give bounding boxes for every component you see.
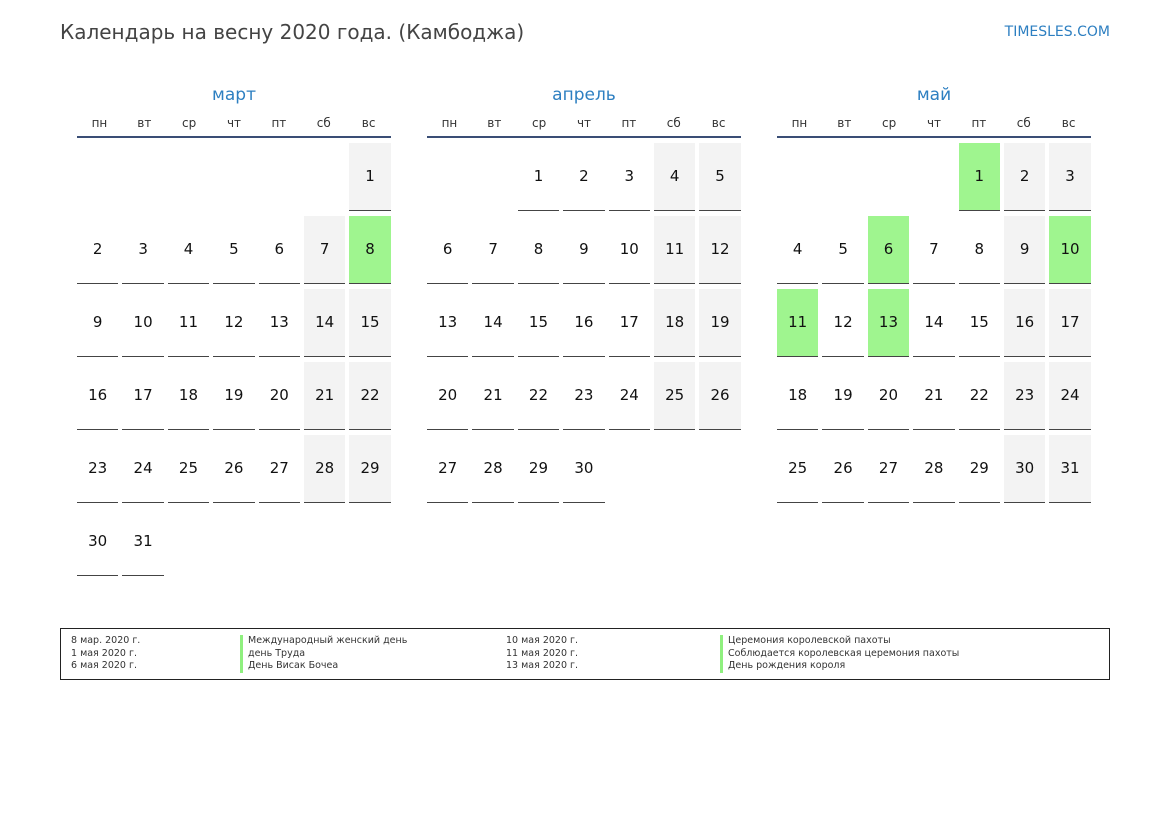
weekday-label: пн [91,116,108,130]
day-cell: 28 [304,435,345,503]
day-cell: 24 [122,435,163,503]
day-cell: 14 [472,289,513,357]
weekday-label: вт [137,116,152,130]
day-cell: 23 [563,362,604,430]
day-cell: 17 [1049,289,1090,357]
day-grid [427,143,741,503]
day-cell: 31 [122,508,163,576]
month-march [77,84,391,576]
empty-cell [427,143,468,210]
weekday-label: чт [226,116,242,130]
weekday-header [427,115,741,138]
day-cell: 19 [213,362,254,430]
day-cell: 9 [1004,216,1045,284]
day-cell: 2 [77,216,118,284]
day-cell: 1 [518,143,559,211]
weekday-label: пн [441,116,458,130]
legend-holiday-name: Церемония королевской пахоты [728,635,891,646]
holiday-day-cell: 1 [959,143,1000,211]
day-cell: 26 [213,435,254,503]
weekday-header [77,115,391,138]
legend-date: 1 мая 2020 г. [71,647,137,659]
day-cell: 18 [777,362,818,430]
day-cell: 19 [822,362,863,430]
legend-dates-left [71,635,140,673]
empty-cell [868,143,909,210]
legend-holiday-name: Соблюдается королевская церемония пахоты [728,647,960,659]
holiday-day-cell: 8 [349,216,390,284]
day-cell: 10 [122,289,163,357]
day-cell: 28 [913,435,954,503]
day-cell: 22 [959,362,1000,430]
empty-cell [777,143,818,210]
day-cell: 21 [472,362,513,430]
legend-holiday-name: день Труда [248,647,306,659]
day-cell: 27 [427,435,468,503]
day-cell: 4 [777,216,818,284]
weekday-label: сб [1016,116,1031,130]
weekday-label: ср [882,116,897,130]
weekday-label: вт [837,116,852,130]
legend-dates-right [506,635,578,673]
day-cell: 20 [427,362,468,430]
day-cell: 22 [518,362,559,430]
page-title: Календарь на весну 2020 года. (Камбоджа) [60,20,525,44]
day-cell: 5 [822,216,863,284]
day-cell: 15 [959,289,1000,357]
day-cell: 11 [168,289,209,357]
day-cell: 23 [77,435,118,503]
day-cell: 7 [304,216,345,284]
day-cell: 7 [913,216,954,284]
legend-date: 10 мая 2020 г. [506,635,579,646]
day-cell: 3 [122,216,163,284]
day-cell: 21 [913,362,954,430]
day-cell: 3 [1049,143,1090,211]
day-cell: 16 [1004,289,1045,357]
empty-cell [168,143,209,210]
empty-cell [304,143,345,210]
day-cell: 14 [913,289,954,357]
day-cell: 10 [609,216,650,284]
day-cell: 30 [563,435,604,503]
day-cell: 18 [168,362,209,430]
weekday-label: вт [487,116,502,130]
day-cell: 9 [77,289,118,357]
holiday-day-cell: 11 [777,289,818,357]
empty-cell [259,143,300,210]
month-name: май [916,85,952,105]
day-cell: 27 [868,435,909,503]
weekday-label: вс [361,116,376,130]
site-link[interactable]: TIMESLES.COM [1004,24,1110,40]
day-cell: 28 [472,435,513,503]
day-cell: 5 [213,216,254,284]
day-cell: 25 [168,435,209,503]
day-cell: 30 [77,508,118,576]
day-cell: 24 [1049,362,1090,430]
day-cell: 20 [259,362,300,430]
day-cell: 23 [1004,362,1045,430]
day-cell: 11 [654,216,695,284]
day-cell: 15 [518,289,559,357]
day-cell: 13 [427,289,468,357]
legend-date: 6 мая 2020 г. [71,660,137,671]
empty-cell [822,143,863,210]
day-cell: 12 [213,289,254,357]
day-cell: 25 [777,435,818,503]
weekday-label: вс [1061,116,1076,130]
empty-cell [213,143,254,210]
weekday-label: пт [621,116,637,130]
holiday-day-cell: 13 [868,289,909,357]
day-cell: 16 [77,362,118,430]
day-cell: 25 [654,362,695,430]
day-cell: 8 [959,216,1000,284]
day-cell: 30 [1004,435,1045,503]
empty-cell [913,143,954,210]
empty-cell [77,143,118,210]
day-cell: 17 [609,289,650,357]
day-cell: 29 [959,435,1000,503]
day-cell: 12 [822,289,863,357]
day-cell: 20 [868,362,909,430]
day-cell: 27 [259,435,300,503]
day-cell: 7 [472,216,513,284]
legend-holiday-name: Международный женский день [248,635,408,646]
empty-cell [472,143,513,210]
day-cell: 4 [168,216,209,284]
day-cell: 8 [518,216,559,284]
day-cell: 2 [1004,143,1045,211]
day-cell: 26 [822,435,863,503]
day-cell: 1 [349,143,390,211]
legend-names-right [720,635,959,673]
month-may [777,84,1091,503]
day-cell: 2 [563,143,604,211]
day-cell: 29 [349,435,390,503]
legend-date: 13 мая 2020 г. [506,660,579,671]
day-cell: 18 [654,289,695,357]
day-grid [777,143,1091,503]
weekday-label: пт [971,116,987,130]
empty-cell [122,143,163,210]
weekday-label: пт [271,116,287,130]
weekday-label: ср [182,116,197,130]
month-name: март [212,85,256,105]
weekday-label: пн [791,116,808,130]
weekday-label: чт [926,116,942,130]
day-cell: 9 [563,216,604,284]
legend-holiday-name: День Висак Бочеа [248,660,339,671]
weekday-header [777,115,1091,138]
day-cell: 12 [699,216,740,284]
day-cell: 15 [349,289,390,357]
day-cell: 14 [304,289,345,357]
holiday-day-cell: 10 [1049,216,1090,284]
weekday-label: сб [666,116,681,130]
holiday-day-cell: 6 [868,216,909,284]
day-cell: 5 [699,143,740,211]
legend-date: 8 мар. 2020 г. [71,635,141,646]
legend-date: 11 мая 2020 г. [506,647,579,659]
day-cell: 4 [654,143,695,211]
day-cell: 22 [349,362,390,430]
month-april [427,84,741,503]
day-cell: 16 [563,289,604,357]
day-cell: 31 [1049,435,1090,503]
legend-holiday-name: День рождения короля [728,660,846,671]
day-cell: 6 [259,216,300,284]
legend-names-left [240,635,407,673]
day-cell: 17 [122,362,163,430]
day-cell: 6 [427,216,468,284]
day-cell: 13 [259,289,300,357]
day-cell: 21 [304,362,345,430]
day-cell: 3 [609,143,650,211]
weekday-label: ср [532,116,547,130]
day-cell: 26 [699,362,740,430]
weekday-label: вс [711,116,726,130]
month-name: апрель [552,85,616,105]
weekday-label: сб [316,116,331,130]
day-cell: 24 [609,362,650,430]
day-cell: 29 [518,435,559,503]
day-cell: 19 [699,289,740,357]
day-grid [77,143,391,576]
weekday-label: чт [576,116,592,130]
holiday-legend [60,628,1110,680]
